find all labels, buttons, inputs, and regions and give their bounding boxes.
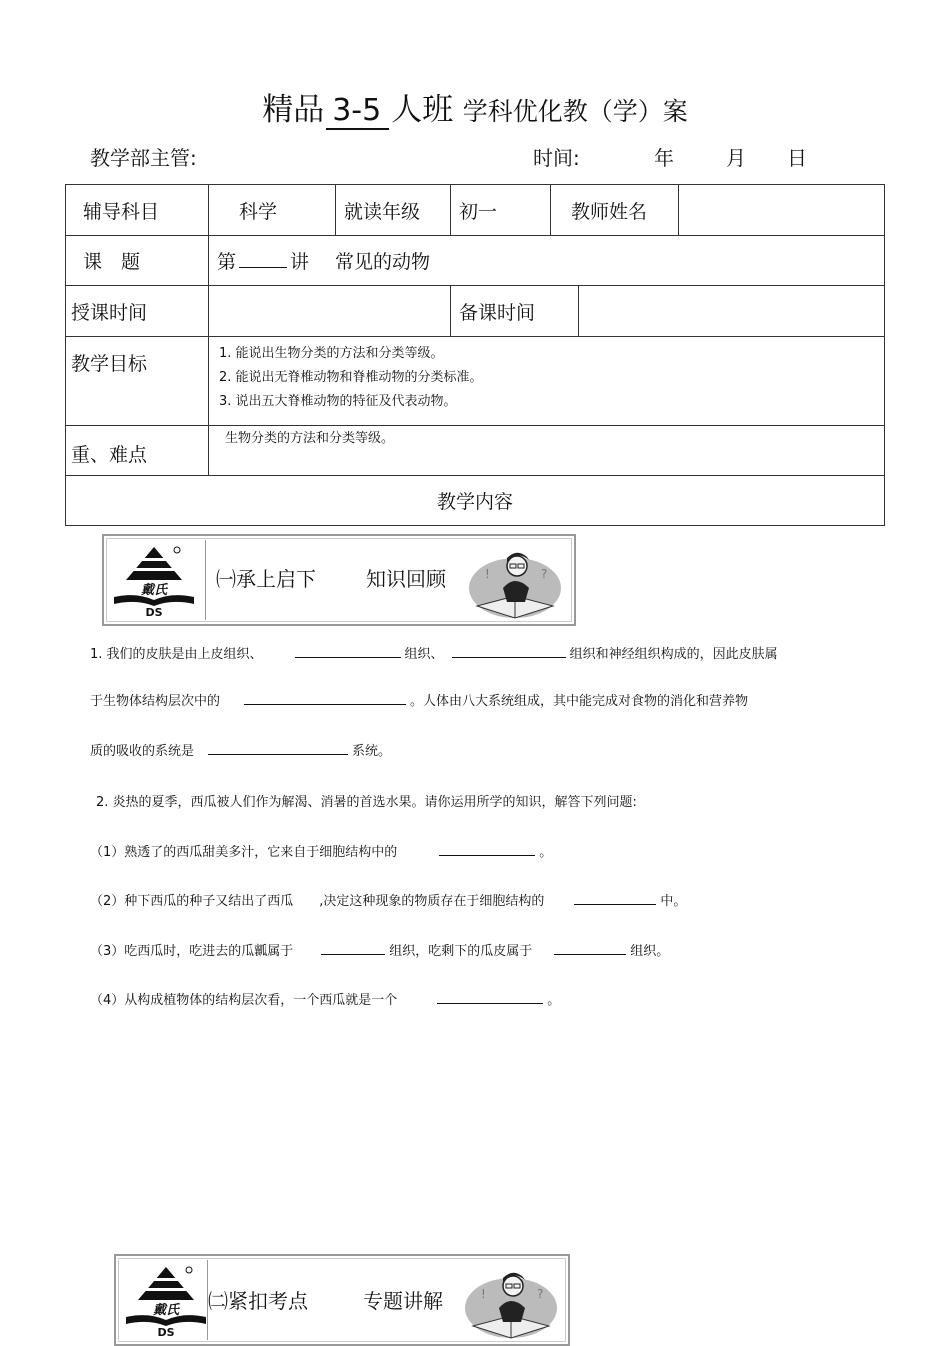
answer-blank[interactable] (208, 740, 348, 755)
table-row (66, 236, 885, 286)
logo-sub: DS (157, 1326, 175, 1339)
question-2-4: （4）从构成植物体的结构层次看，一个西瓜就是一个 。 (90, 989, 560, 1011)
logo-text: 戴氏 (140, 583, 168, 598)
answer-blank[interactable] (244, 690, 406, 705)
grade-value: 初一 (451, 185, 551, 236)
key-value: 生物分类的方法和分类等级。 (209, 426, 885, 476)
question-1-line-1: 1. 我们的皮肤是由上皮组织、 组织、 组织和神经组织构成的，因此皮肤属 (90, 643, 778, 665)
page-title (0, 88, 950, 134)
class-time-label: 授课时间 (66, 286, 209, 337)
goal-item: 2. 能说出无脊椎动物和脊椎动物的分类标准。 (219, 370, 483, 385)
question-1-line-3: 质的吸收的系统是 系统。 (90, 740, 391, 762)
question-2-1: （1）熟透了的西瓜甜美多汁，它来自于细胞结构中的 。 (90, 841, 552, 863)
title-suffix: 学科优化教（学）案 (462, 97, 688, 126)
prep-time-value (579, 286, 885, 337)
logo-text: 戴氏 (152, 1303, 180, 1318)
svg-text:?: ? (541, 567, 548, 581)
teacher-value (679, 185, 885, 236)
year-label: 年 (654, 146, 674, 170)
table-row (66, 185, 885, 236)
goal-item: 1. 能说出生物分类的方法和分类等级。 (219, 346, 444, 361)
lecture-number-blank (239, 251, 287, 268)
thinking-man-icon (463, 1268, 559, 1340)
answer-blank[interactable] (439, 841, 535, 856)
banner-part: ㈠承上启下 (216, 567, 316, 591)
answer-blank[interactable] (452, 643, 566, 658)
answer-blank[interactable] (554, 940, 626, 955)
prep-time-label: 备课时间 (451, 286, 579, 337)
month-label: 月 (726, 146, 746, 170)
banner-topic: 知识回顾 (366, 567, 446, 591)
lesson-info-table (65, 184, 885, 526)
grade-label: 就读年级 (336, 185, 451, 236)
svg-text:!: ! (481, 1287, 486, 1301)
goal-item: 3. 说出五大脊椎动物的特征及代表动物。 (219, 394, 457, 409)
section-banner-lecture (114, 1254, 570, 1346)
class-time-value (209, 286, 451, 337)
topic-mid: 讲 (290, 251, 310, 273)
answer-blank[interactable] (321, 940, 385, 955)
subject-label: 辅导科目 (66, 185, 209, 236)
class-number: 3-5 (326, 94, 389, 130)
day-label: 日 (787, 146, 807, 170)
answer-blank[interactable] (574, 890, 656, 905)
ds-logo-icon (118, 1262, 214, 1340)
logo-sub: DS (145, 606, 163, 619)
table-row (66, 286, 885, 337)
title-prefix: 精品 (262, 92, 325, 128)
question-2-3: （3）吃西瓜时，吃进去的瓜瓤属于 组织，吃剩下的瓜皮属于 组织。 (90, 940, 669, 962)
title-class: 人班 (391, 92, 454, 128)
question-2-2: （2）种下西瓜的种子又结出了西瓜 ,决定这种现象的物质存在于细胞结构的 中。 (90, 890, 686, 912)
subject-value: 科学 (209, 185, 336, 236)
teacher-label: 教师姓名 (551, 185, 679, 236)
question-2-intro: 2. 炎热的夏季，西瓜被人们作为解渴、消暑的首选水果。请你运用所学的知识，解答下列问题: (96, 795, 637, 810)
supervisor-label: 教学部主管: (90, 146, 197, 170)
thinking-man-icon (467, 548, 563, 620)
section-banner-review (102, 534, 576, 626)
table-row (66, 476, 885, 526)
answer-blank[interactable] (295, 643, 401, 658)
banner-topic: 专题讲解 (363, 1289, 443, 1313)
table-row (66, 337, 885, 426)
content-heading: 教学内容 (66, 476, 885, 526)
answer-blank[interactable] (437, 989, 543, 1004)
topic-label: 课 题 (66, 236, 209, 286)
topic-cell (209, 236, 885, 286)
ds-logo-icon (106, 542, 202, 620)
topic-prefix: 第 (217, 251, 237, 273)
banner-part: ㈡紧扣考点 (208, 1289, 308, 1313)
question-1-line-2: 于生物体结构层次中的 。人体由八大系统组成，其中能完成对食物的消化和营养物 (90, 690, 748, 712)
goals-label: 教学目标 (66, 337, 209, 426)
key-label: 重、难点 (66, 426, 209, 476)
time-label: 时间: (533, 146, 580, 170)
svg-text:!: ! (485, 567, 490, 581)
svg-text:?: ? (537, 1287, 544, 1301)
goals-list (209, 337, 885, 426)
table-row (66, 426, 885, 476)
topic-value: 常见的动物 (335, 251, 431, 273)
